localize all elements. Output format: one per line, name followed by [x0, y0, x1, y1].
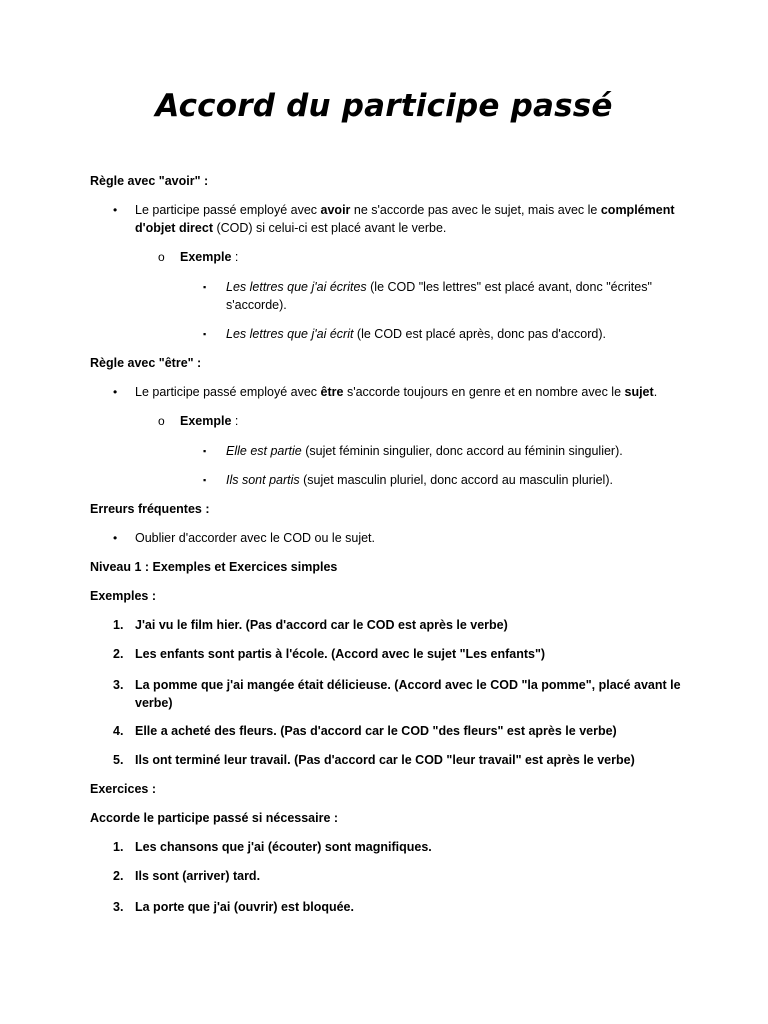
- bullet-square: ▪: [203, 282, 207, 292]
- rule-avoir-text-line1: Le participe passé employé avec avoir ne s'accorde pas avec le sujet, mais avec le complément: [135, 203, 675, 217]
- list-number: 3.: [113, 678, 124, 692]
- errors-item: Oublier d'accorder avec le COD ou le sujet.: [135, 531, 375, 545]
- example-item-2: Les enfants sont partis à l'école. (Accord avec le sujet "Les enfants"): [135, 647, 546, 661]
- etre-example-2: Ils sont partis (sujet masculin pluriel, donc accord au masculin pluriel).: [226, 473, 613, 487]
- list-number: 4.: [113, 724, 124, 738]
- document-title: Accord du participe passé: [155, 88, 613, 124]
- example-item-1: J'ai vu le film hier. (Pas d'accord car le COD est après le verbe): [135, 618, 508, 632]
- example-item-3-cont: verbe): [135, 696, 173, 710]
- level1-heading: Niveau 1 : Exemples et Exercices simples: [90, 560, 338, 574]
- list-number: 1.: [113, 618, 124, 632]
- avoir-example-1: Les lettres que j'ai écrites (le COD "les lettres" est placé avant, donc "écrites": [226, 280, 652, 294]
- rule-etre-heading: Règle avec "être" :: [90, 356, 202, 370]
- rule-etre-text: Le participe passé employé avec être s'accorde toujours en genre et en nombre avec le sujet.: [135, 385, 658, 399]
- bullet-square: ▪: [203, 446, 207, 456]
- list-number: 5.: [113, 753, 124, 767]
- exercise-item-2: Ils sont (arriver) tard.: [135, 869, 261, 883]
- list-number: 3.: [113, 900, 124, 914]
- rule-avoir-text-line2: d'objet direct (COD) si celui-ci est placé avant le verbe.: [135, 221, 447, 235]
- bullet-dot: •: [113, 203, 118, 217]
- avoir-exemple-label: Exemple :: [180, 250, 239, 264]
- exercise-item-1: Les chansons que j'ai (écouter) sont magnifiques.: [135, 840, 432, 854]
- rule-avoir-heading: Règle avec "avoir" :: [90, 174, 209, 188]
- avoir-example-1-cont: s'accorde).: [226, 298, 287, 312]
- avoir-example-2: Les lettres que j'ai écrit (le COD est placé après, donc pas d'accord).: [226, 327, 606, 341]
- bullet-circle: o: [158, 414, 165, 428]
- bullet-circle: o: [158, 250, 165, 264]
- example-item-4: Elle a acheté des fleurs. (Pas d'accord car le COD "des fleurs" est après le verbe): [135, 724, 617, 738]
- exercises-heading: Exercices :: [90, 782, 157, 796]
- exercise-item-3: La porte que j'ai (ouvrir) est bloquée.: [135, 900, 354, 914]
- exercise-instruction: Accorde le participe passé si nécessaire :: [90, 811, 339, 825]
- list-number: 1.: [113, 840, 124, 854]
- bullet-dot: •: [113, 531, 118, 545]
- etre-example-1: Elle est partie (sujet féminin singulier, donc accord au féminin singulier).: [226, 444, 623, 458]
- examples-heading: Exemples :: [90, 589, 157, 603]
- example-item-3: La pomme que j'ai mangée était délicieuse. (Accord avec le COD "la pomme", placé avant le: [135, 678, 681, 692]
- bullet-square: ▪: [203, 475, 207, 485]
- bullet-square: ▪: [203, 329, 207, 339]
- example-item-5: Ils ont terminé leur travail. (Pas d'accord car le COD "leur travail" est après le verbe): [135, 753, 635, 767]
- errors-heading: Erreurs fréquentes :: [90, 502, 210, 516]
- list-number: 2.: [113, 869, 124, 883]
- bullet-dot: •: [113, 385, 118, 399]
- list-number: 2.: [113, 647, 124, 661]
- etre-exemple-label: Exemple :: [180, 414, 239, 428]
